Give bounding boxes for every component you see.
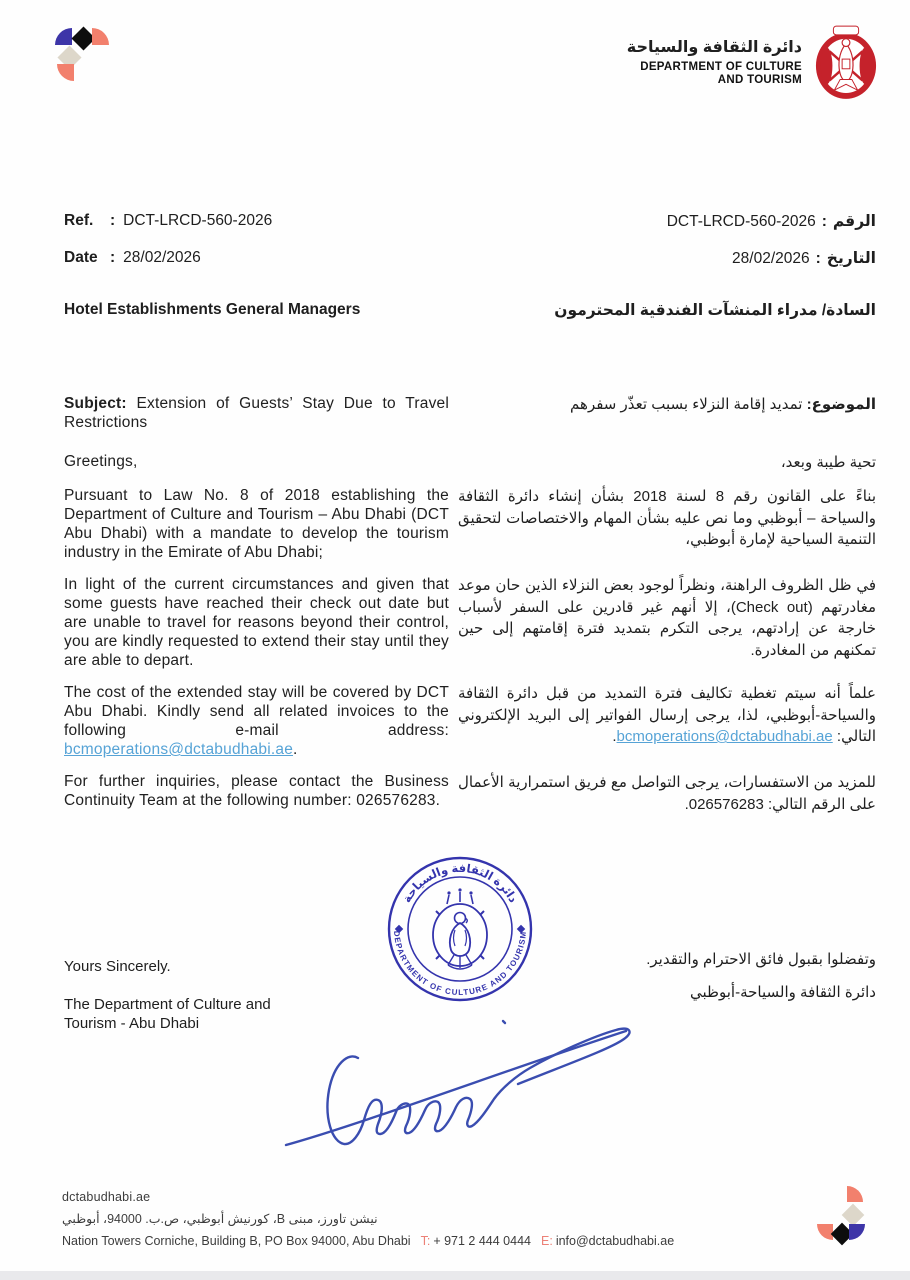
seal-bottom-text: DEPARTMENT OF CULTURE AND TOURISM (391, 930, 529, 998)
paragraph-3 (64, 683, 876, 759)
paragraph-3-arabic (458, 683, 876, 759)
paragraph-3-english (64, 683, 449, 759)
paragraph-4-arabic: للمزيد من الاستفسارات، يرجى التواصل مع فريق استمرارية الأعمال على الرقم التالي: 026576283. (458, 774, 876, 813)
bcm-email-link[interactable]: bcmoperations@dctabudhabi.ae (64, 741, 294, 758)
handwritten-signature (272, 1002, 644, 1152)
org-title-english-line1: DEPARTMENT OF CULTURE (640, 60, 802, 73)
official-seal-stamp (385, 851, 535, 1007)
footer-logo-coral-quarter-icon (847, 1186, 863, 1202)
footer-logo-beige-diamond-icon (842, 1204, 865, 1227)
subject-label-en: Subject: (64, 395, 127, 412)
closing-org-en: The Department of Culture and Tourism - Abu Dhabi (64, 996, 271, 1032)
yours-sincerely: Yours Sincerely. (64, 958, 171, 975)
subject-arabic (458, 394, 876, 432)
date-value: 28/02/2026 (123, 249, 201, 266)
footer-logo-coral-quarter2-icon (817, 1224, 833, 1240)
paragraph-3-ar-period: . (612, 728, 617, 745)
paragraph-3-ar-text: علماً أنه سيتم تغطية تكاليف فترة التمديد من قبل دائرة الثقافة والسياحة-أبوظبي، لذا، يرجى إرسال الفواتير إلى البريد الإلكتروني التالي: (458, 685, 876, 745)
org-title-arabic: دائرة الثقافة والسياحة (626, 38, 802, 56)
header-right (627, 24, 878, 100)
paragraph-1 (64, 486, 876, 562)
greeting-english: Greetings, (64, 453, 138, 470)
addressee-english: Hotel Establishments General Managers (64, 301, 361, 318)
addressee-arabic: السادة/ مدراء المنشآت الفندقية المحترمون (554, 302, 876, 319)
bcm-email-link-ar[interactable]: bcmoperations@dctabudhabi.ae (616, 728, 833, 745)
footer-address-arabic: نيشن تاورز، مبنى B، كورنيش أبوظبي، ص.ب. 94000، أبوظبي (62, 1212, 378, 1226)
date-row (64, 249, 876, 268)
closing-arabic (641, 949, 876, 1003)
addressee-row (64, 301, 876, 320)
ref-value-ar: DCT-LRCD-560-2026 (666, 213, 816, 230)
org-titles (627, 37, 802, 88)
ref-separator: : (110, 212, 116, 229)
date-separator-ar: : (815, 250, 821, 267)
greeting-arabic: تحية طيبة وبعد، (780, 454, 876, 471)
greeting-row (64, 452, 876, 474)
footer-logo-blue-quarter-icon (849, 1224, 865, 1240)
ref-separator-ar: : (821, 213, 827, 230)
closing-english (64, 957, 299, 1033)
paragraph-2-arabic: في ظل الظروف الراهنة، ونظراً لوجود بعض النزلاء الذين حان موعد مغادرتهم (Check out)، إلا أنهم غير قادرين على السفر لأسباب خارجة عن إرادتهم، يرجى التكرم بتمديد فترة إقامتهم إلى حين تمكنهم من المغادرة. (458, 577, 877, 659)
paragraph-3-en-text: The cost of the extended stay will be covered by DCT Abu Dhabi. Kindly send all related invoices to the following e-mail address: (64, 684, 449, 739)
ref-arabic (667, 212, 876, 231)
subject-text-ar: تمديد إقامة النزلاء بسبب تعذّر سفرهم (570, 396, 807, 413)
footer-address-en-text: Nation Towers Corniche, Building B, PO Box 94000, Abu Dhabi (62, 1234, 411, 1248)
subject-text-en: Extension of Guests’ Stay Due to Travel Restrictions (64, 395, 449, 431)
dct-brand-logo-icon (55, 27, 111, 83)
paragraph-4 (64, 772, 876, 815)
seal-top-text: دائرة الثقافة والسياحة (401, 862, 519, 906)
paragraph-2 (64, 575, 876, 670)
date-label-en: Date (64, 249, 98, 266)
paragraph-1-english: Pursuant to Law No. 8 of 2018 establishing the Department of Culture and Tourism – Abu Dhabi (DCT Abu Dhabi) with a mandate to develop the tourism industry in the Emirate of Abu Dhabi; (64, 487, 449, 561)
ref-row (64, 212, 876, 231)
footer-brand-logo-icon (817, 1184, 865, 1244)
footer-contact-block (62, 1186, 674, 1252)
date-label-ar: التاريخ (826, 250, 876, 267)
paragraph-3-en-period: . (293, 741, 298, 758)
paragraph-4-english: For further inquiries, please contact the Business Continuity Team at the following number: 026576283. (64, 773, 449, 809)
subject-row (64, 394, 876, 432)
ref-value: DCT-LRCD-560-2026 (123, 212, 273, 229)
footer-email-value[interactable]: info@dctabudhabi.ae (555, 1234, 675, 1248)
logo-blue-quarter-icon (55, 28, 72, 45)
org-title-english-line2: AND TOURISM (717, 74, 802, 86)
footer-tel-value: + 971 2 444 0444 (433, 1234, 531, 1248)
date-value-ar: 28/02/2026 (732, 250, 810, 267)
date-english (64, 249, 201, 268)
closing-org-ar: دائرة الثقافة والسياحة-أبوظبي (690, 984, 876, 1001)
closing-sincerely-ar: وتفضلوا بقبول فائق الاحترام والتقدير. (646, 951, 876, 968)
footer-email-label: E: (541, 1234, 553, 1248)
abu-dhabi-emblem-icon (814, 24, 878, 100)
ref-english (64, 212, 272, 231)
footer-address-english (62, 1230, 674, 1252)
date-separator: : (110, 249, 116, 266)
subject-label-ar: الموضوع: (806, 396, 876, 413)
subject-english (64, 394, 449, 432)
logo-coral-quarter-icon (92, 28, 109, 45)
footer-tel-label: T: (420, 1234, 431, 1248)
logo-coral-quarter2-icon (57, 64, 74, 81)
paragraph-2-english: In light of the current circumstances and given that some guests have reached their check out date but are unable to travel for reasons beyond their control, you are kindly requested to extend their stay until they are able to depart. (64, 576, 449, 669)
ref-label-en: Ref. (64, 212, 94, 229)
date-arabic (732, 249, 876, 268)
paragraph-1-arabic: بناءً على القانون رقم 8 لسنة 2018 بشأن إنشاء دائرة الثقافة والسياحة – أبوظبي وما نص عليه بشأن المهام والاختصاصات لتحقيق التنمية السياحية لإمارة أبوظبي، (458, 488, 877, 548)
footer-website: dctabudhabi.ae (62, 1190, 151, 1204)
ref-label-ar: الرقم (832, 213, 876, 230)
page-bottom-strip (0, 1271, 910, 1280)
